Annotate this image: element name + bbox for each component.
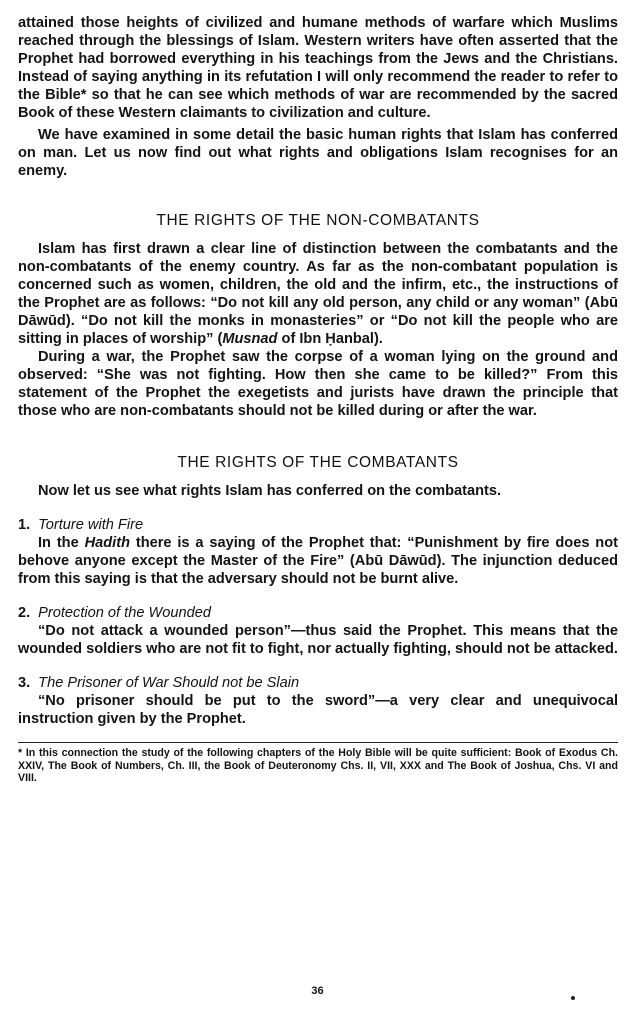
item-text bbox=[18, 534, 618, 588]
item-text-a: In the bbox=[38, 535, 85, 551]
item-number: 1. bbox=[18, 517, 31, 533]
item-number: 2. bbox=[18, 605, 31, 621]
ink-speck bbox=[571, 996, 575, 1000]
item-text: “No prisoner should be put to the sword”—a very clear and unequivocal instruction given by the Prophet. bbox=[18, 693, 618, 727]
item-protection-of-wounded bbox=[18, 604, 618, 658]
item-text: “Do not attack a wounded person”—thus said the Prophet. This means that the wounded soldiers who are not fit to fight, nor actually fighting, should not be attacked. bbox=[18, 623, 618, 657]
item-heading bbox=[18, 516, 618, 534]
item-number: 3. bbox=[18, 675, 31, 691]
term-hadith: Hadith bbox=[84, 535, 130, 551]
item-torture-with-fire bbox=[18, 516, 618, 588]
item-title: Protection of the Wounded bbox=[38, 605, 211, 621]
citation-musnad: Musnad bbox=[222, 331, 278, 347]
non-combatants-p1-text-b: of Ibn Ḥanbal). bbox=[277, 331, 383, 347]
section-heading-combatants: THE RIGHTS OF THE COMBATANTS bbox=[177, 454, 459, 471]
page-number: 36 bbox=[311, 985, 324, 997]
non-combatants-p1-text-a: Islam has first drawn a clear line of distinction between the combatants and the non-combatants of the enemy country. As far as the non-combatant population is concerned such as women, children, the old and the infirm, etc., the instructions of the Prophet are as follows: “Do not kill any old person, any child or any woman” (Abū Dāwūd). “Do not kill the monks in monasteries” or “Do not kill the people who are sitting in places of worship” ( bbox=[18, 241, 618, 347]
opening-paragraph-1: attained those heights of civilized and humane methods of warfare which Muslims reached through the blessings of Islam. Western writers have often asserted that the Prophet had borrowed everything in his teachings from the Jews and the Christians. Instead of saying anything in its refutation I will only recommend the reader to refer to the Bible* so that he can see which methods of war are recommended by the sacred Book of these Western claimants to civilization and culture. bbox=[18, 15, 618, 121]
non-combatants-paragraph-2: During a war, the Prophet saw the corpse of a woman lying on the ground and observed: “She was not fighting. How then she came to be killed?” From this statement of the Prophet the exegetists and jurists have drawn the principle that those who are non-combatants should not be killed during or after the war. bbox=[18, 349, 618, 419]
item-heading bbox=[18, 604, 618, 622]
section-heading-non-combatants: THE RIGHTS OF THE NON-COMBATANTS bbox=[156, 212, 480, 229]
footnote: * In this connection the study of the following chapters of the Holy Bible will be quite sufficient: Book of Exodus Ch. XXIV, The Book of Numbers, Ch. III, the Book of Deuteronomy Chs. II, VII, XXX and The Book of Joshua, Chs. VI and VIII. bbox=[18, 747, 618, 785]
item-text-b: there is a saying of the Prophet that: “Punishment by fire does not behove anyone except the Master of the Fire” (Abū Dāwūd). The injunction deduced from this saying is that the adversary should not be burnt alive. bbox=[18, 535, 618, 587]
book-page bbox=[18, 14, 618, 785]
item-title: Torture with Fire bbox=[38, 517, 144, 533]
opening-paragraph-2: We have examined in some detail the basic human rights that Islam has conferred on man. Let us now find out what rights and obligations Islam recognises for an enemy. bbox=[18, 127, 618, 179]
item-title: The Prisoner of War Should not be Slain bbox=[38, 675, 300, 691]
footnote-divider bbox=[18, 742, 618, 743]
item-prisoner-of-war bbox=[18, 674, 618, 728]
non-combatants-paragraph-1 bbox=[18, 240, 618, 348]
combatants-intro: Now let us see what rights Islam has conferred on the combatants. bbox=[38, 483, 502, 499]
item-heading bbox=[18, 674, 618, 692]
